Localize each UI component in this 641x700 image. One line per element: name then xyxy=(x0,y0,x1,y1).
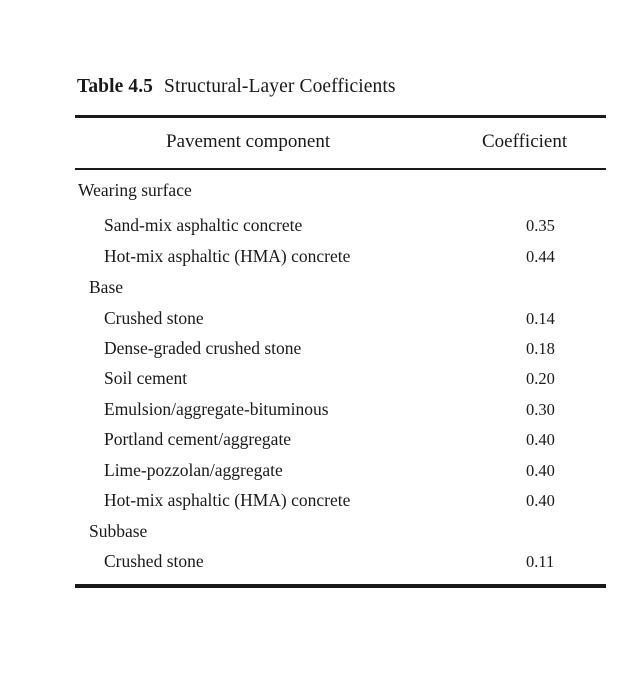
component-cell: Soil cement xyxy=(104,368,188,388)
table-top-rule xyxy=(75,115,606,118)
section-row-base xyxy=(0,277,641,307)
component-cell: Dense-graded crushed stone xyxy=(104,338,302,358)
component-cell: Crushed stone xyxy=(104,308,204,328)
component-cell: Crushed stone xyxy=(104,551,204,571)
table-row xyxy=(0,368,641,398)
table-row xyxy=(0,429,641,459)
coefficient-cell: 0.35 xyxy=(526,216,555,235)
component-cell: Hot-mix asphaltic (HMA) concrete xyxy=(104,246,351,266)
section-label: Base xyxy=(89,277,124,297)
table-caption xyxy=(77,76,396,98)
component-cell: Hot-mix asphaltic (HMA) concrete xyxy=(104,490,351,510)
table-caption-title: Structural-Layer Coefficients xyxy=(164,76,396,97)
table-row xyxy=(0,338,641,368)
table-row xyxy=(0,215,641,245)
table-header-rule xyxy=(75,168,606,170)
component-cell: Emulsion/aggregate-bituminous xyxy=(104,399,329,419)
coefficient-cell: 0.20 xyxy=(526,369,555,388)
table-caption-label: Table 4.5 xyxy=(77,76,154,97)
section-row-wearing-surface xyxy=(0,180,641,210)
component-cell: Lime-pozzolan/aggregate xyxy=(104,460,283,480)
section-label: Subbase xyxy=(89,521,148,541)
component-cell: Sand-mix asphaltic concrete xyxy=(104,215,303,235)
table-row xyxy=(0,246,641,276)
coefficient-cell: 0.11 xyxy=(526,552,555,571)
coefficient-cell: 0.44 xyxy=(526,247,555,266)
section-label: Wearing surface xyxy=(78,180,192,200)
column-header-component: Pavement component xyxy=(166,131,331,152)
coefficient-cell: 0.30 xyxy=(526,400,555,419)
coefficient-cell: 0.40 xyxy=(526,461,555,480)
coefficient-cell: 0.14 xyxy=(526,309,555,328)
coefficient-cell: 0.18 xyxy=(526,339,555,358)
section-row-subbase xyxy=(0,521,641,551)
table-row xyxy=(0,308,641,338)
column-header-coefficient: Coefficient xyxy=(482,131,568,152)
table-row xyxy=(0,399,641,429)
coefficient-cell: 0.40 xyxy=(526,491,555,510)
table-bottom-rule xyxy=(75,584,606,588)
table-row xyxy=(0,490,641,520)
table-row xyxy=(0,460,641,490)
table-row xyxy=(0,551,641,581)
component-cell: Portland cement/aggregate xyxy=(104,429,292,449)
coefficient-cell: 0.40 xyxy=(526,430,555,449)
